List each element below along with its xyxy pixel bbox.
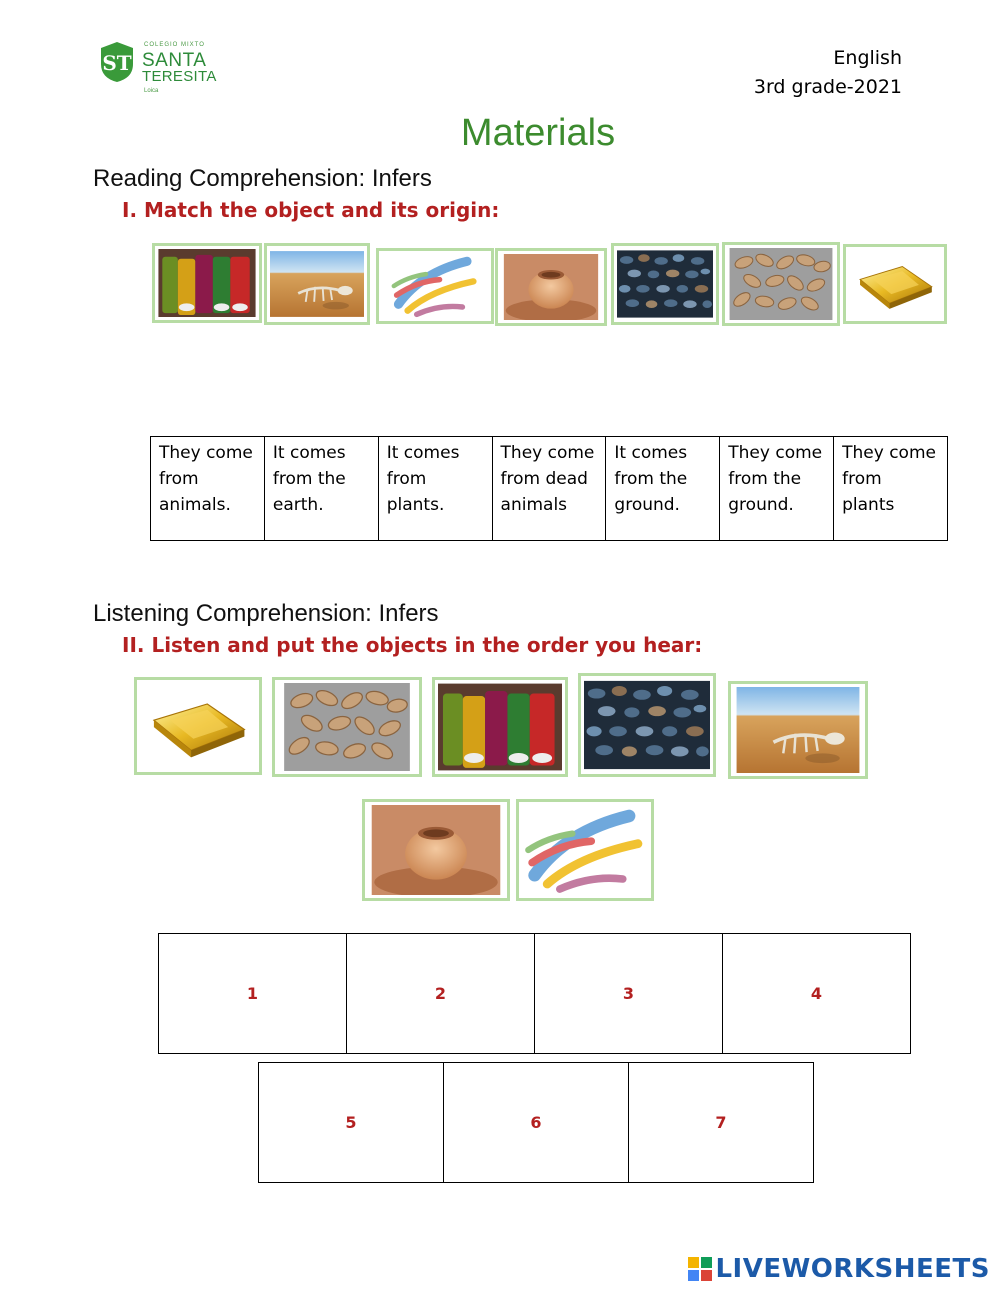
river-stones-icon <box>617 249 713 319</box>
grade-label: 3rd grade-2021 <box>753 76 902 98</box>
answer-box-7[interactable]: 7 <box>629 1063 814 1183</box>
almonds-icon <box>278 683 416 771</box>
answer-row <box>259 1063 814 1183</box>
answer-box-2[interactable]: 2 <box>347 934 535 1054</box>
svg-text:ST: ST <box>102 51 132 75</box>
brand-blocks-icon <box>688 1257 712 1281</box>
origin-cell-7[interactable]: They come from plants <box>834 437 948 541</box>
page-title: Materials <box>460 112 616 154</box>
reading-heading: Reading Comprehension: Infers <box>93 165 432 192</box>
clay-pot-icon <box>368 805 504 895</box>
listening-image-feathers[interactable] <box>516 799 654 901</box>
feathers-icon <box>522 805 648 895</box>
origin-cell-6[interactable]: They come from the ground. <box>720 437 834 541</box>
origin-cell-5[interactable]: It comes from the ground. <box>606 437 720 541</box>
listening-image-gold[interactable] <box>134 677 262 775</box>
school-crest-icon <box>96 40 138 84</box>
subject-label: English <box>833 47 902 69</box>
reading-image-thread[interactable] <box>152 243 262 323</box>
header-info <box>754 44 902 102</box>
thread-spools-icon <box>158 249 256 317</box>
liveworksheets-brand[interactable] <box>688 1254 990 1284</box>
listening-heading: Listening Comprehension: Infers <box>93 600 439 627</box>
gold-bar-icon <box>140 683 256 769</box>
answer-row <box>159 934 911 1054</box>
answer-grid-row2 <box>258 1062 814 1183</box>
reading-image-pot[interactable] <box>495 248 607 326</box>
reading-image-stones[interactable] <box>611 243 719 325</box>
listening-image-almonds[interactable] <box>272 677 422 777</box>
clay-pot-icon <box>501 254 601 320</box>
logo-tagline: Loica <box>144 88 159 94</box>
logo-name-line2: TERESITA <box>142 68 217 85</box>
brand-text: LIVEWORKSHEETS <box>715 1254 990 1284</box>
origin-cell-1[interactable]: They come from animals. <box>151 437 265 541</box>
origins-table <box>150 436 948 541</box>
answer-box-5[interactable]: 5 <box>259 1063 444 1183</box>
listening-image-skeleton[interactable] <box>728 681 868 779</box>
gold-bar-icon <box>849 250 941 318</box>
thread-spools-icon <box>438 683 562 771</box>
reading-image-skeleton[interactable] <box>264 243 370 325</box>
reading-image-feathers[interactable] <box>376 248 494 324</box>
school-logo <box>96 38 226 100</box>
desert-skeleton-icon <box>270 249 364 319</box>
desert-skeleton-icon <box>734 687 862 773</box>
listening-instruction: II. Listen and put the objects in the order you hear: <box>122 633 703 657</box>
origin-cell-2[interactable]: It comes from the earth. <box>264 437 378 541</box>
reading-instruction: I. Match the object and its origin: <box>122 198 500 222</box>
logo-name-line1: SANTA <box>142 50 207 71</box>
origin-cell-3[interactable]: It comes from plants. <box>378 437 492 541</box>
reading-image-gold[interactable] <box>843 244 947 324</box>
answer-box-6[interactable]: 6 <box>444 1063 629 1183</box>
feathers-icon <box>382 254 488 318</box>
origin-cell-4[interactable]: They come from dead animals <box>492 437 606 541</box>
river-stones-icon <box>584 679 710 771</box>
reading-image-almonds[interactable] <box>722 242 840 326</box>
logo-small-text: COLEGIO MIXTO <box>144 42 205 48</box>
almonds-icon <box>728 248 834 320</box>
origins-row <box>151 437 948 541</box>
answer-box-3[interactable]: 3 <box>535 934 723 1054</box>
answer-grid-row1 <box>158 933 911 1054</box>
listening-image-pot[interactable] <box>362 799 510 901</box>
listening-image-stones[interactable] <box>578 673 716 777</box>
answer-box-1[interactable]: 1 <box>159 934 347 1054</box>
answer-box-4[interactable]: 4 <box>723 934 911 1054</box>
listening-image-thread[interactable] <box>432 677 568 777</box>
